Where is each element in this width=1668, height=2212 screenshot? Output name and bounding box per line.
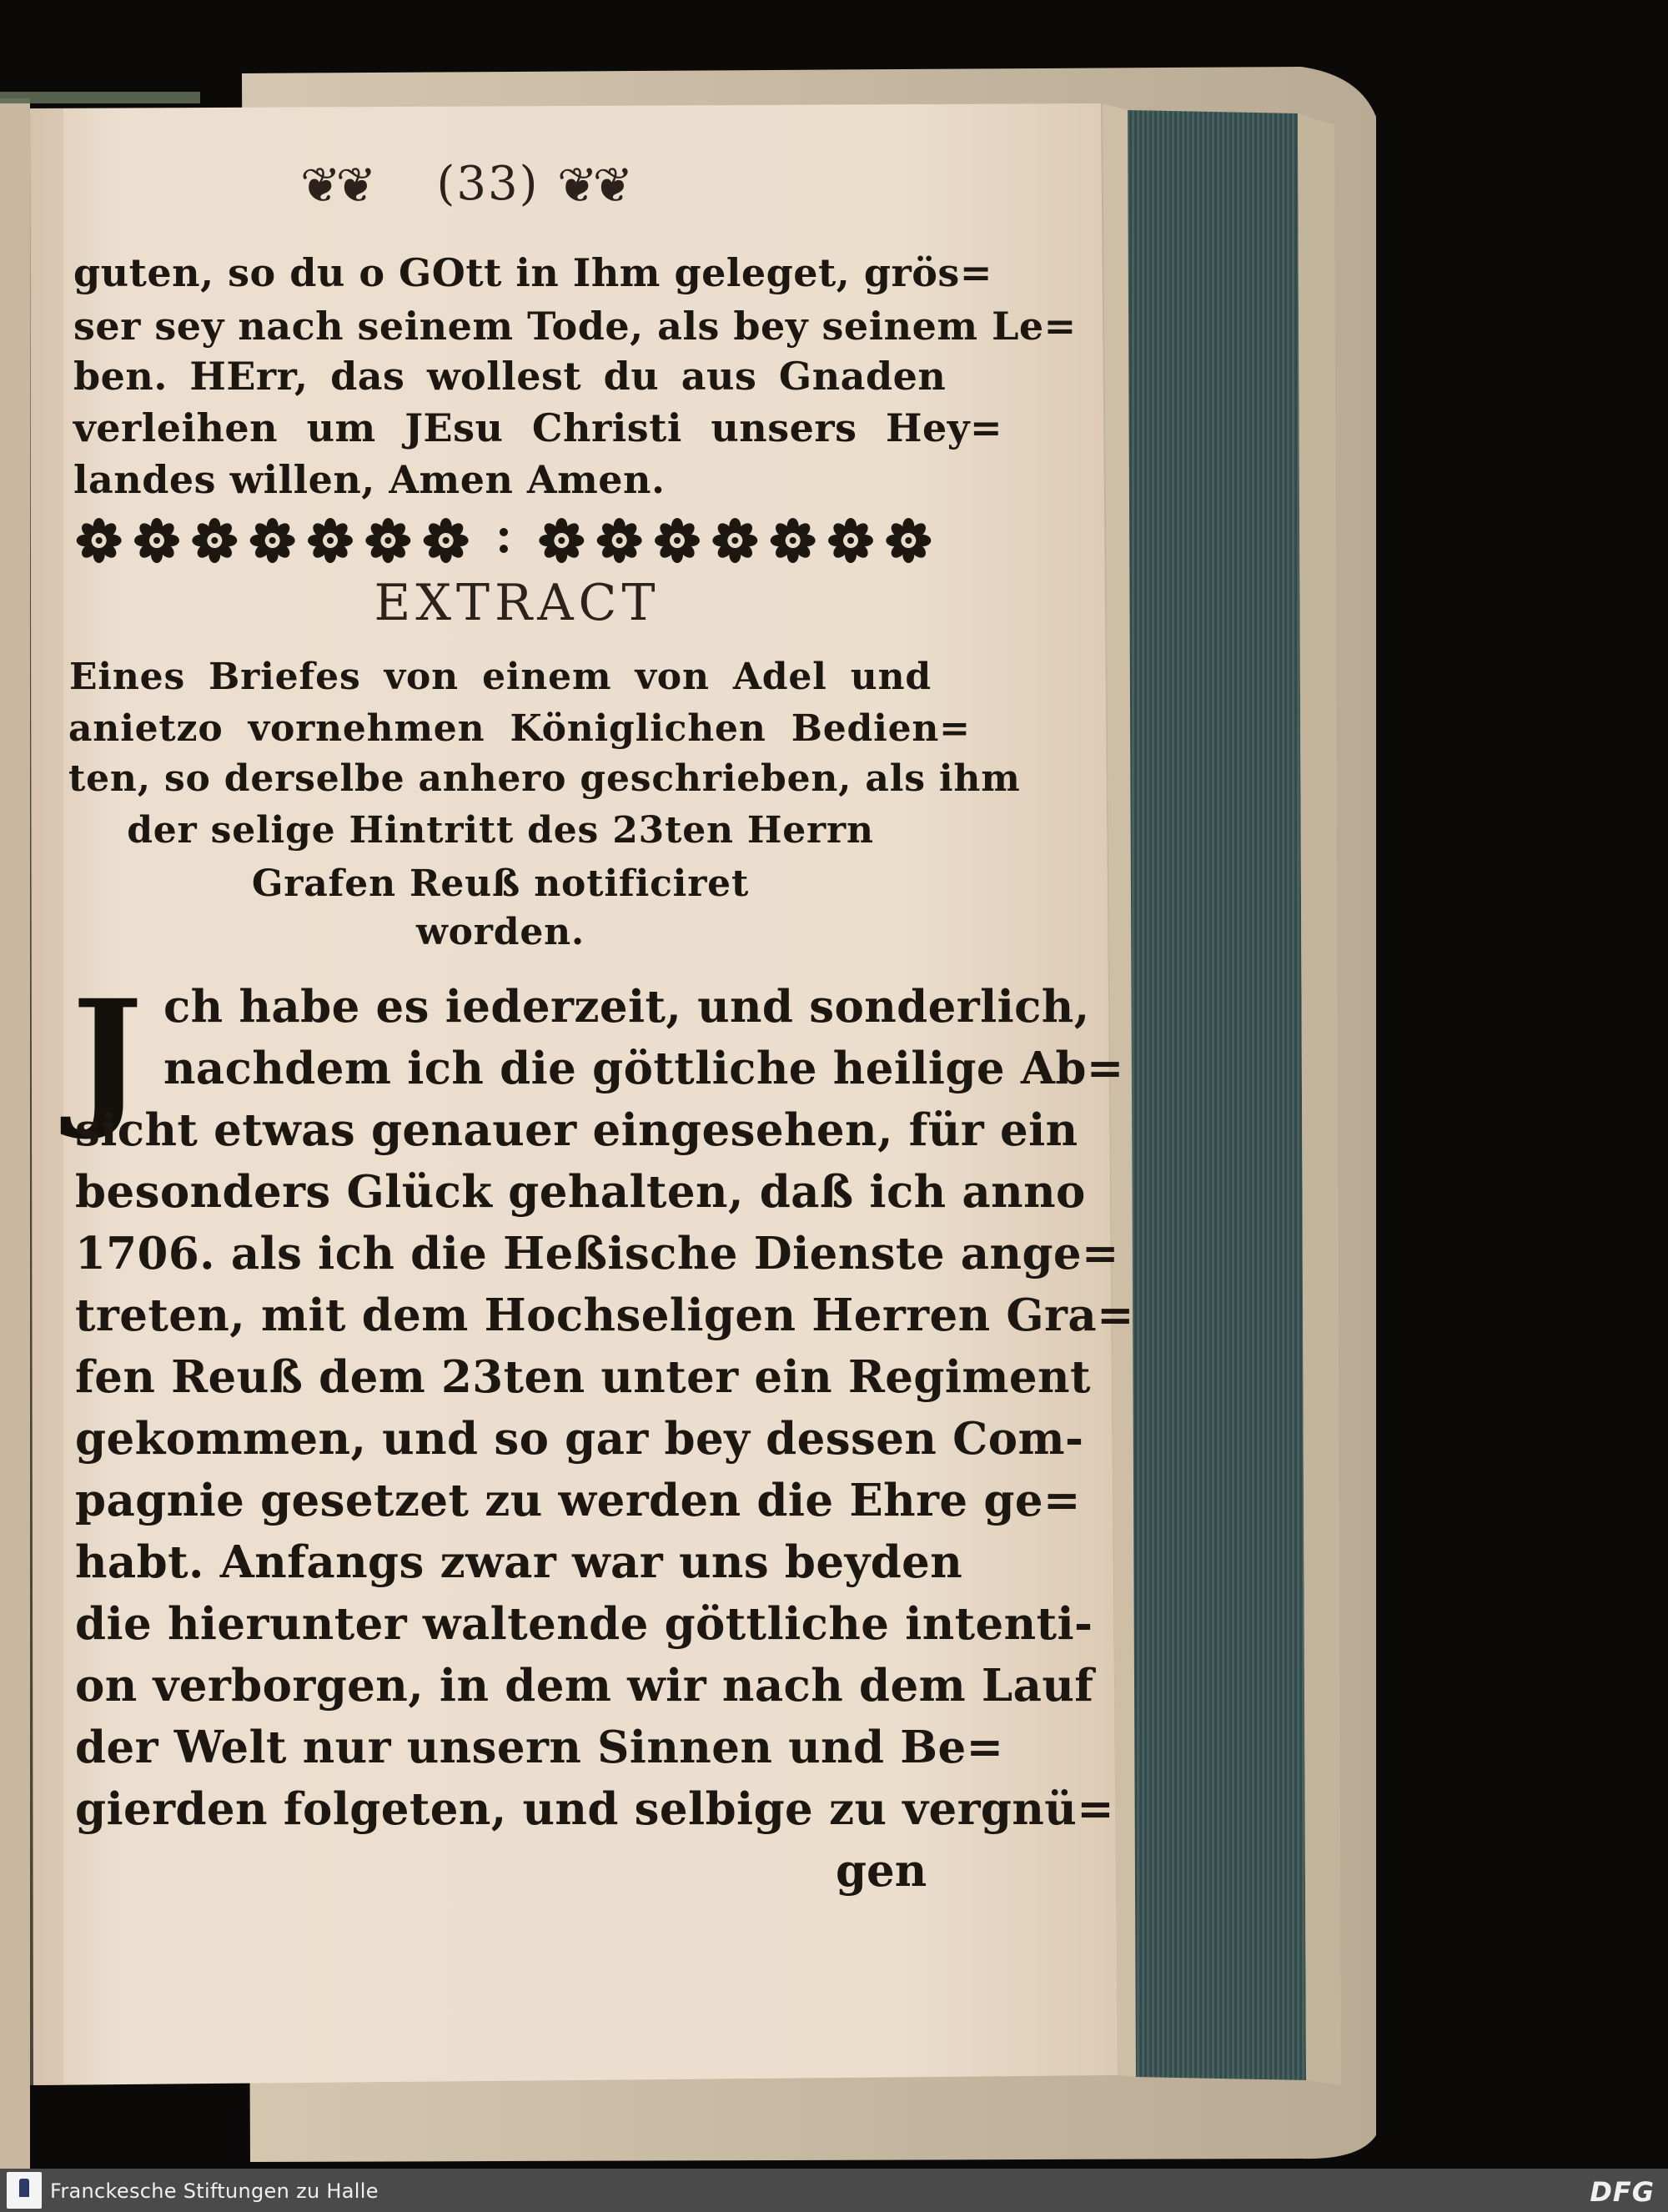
ornament-right: ❦❦ <box>557 157 629 214</box>
footer-bar <box>0 2169 1668 2212</box>
dfg-logo: DFG <box>1590 2176 1655 2208</box>
prayer-line: ben. HErr, das wollest du aus Gnaden <box>73 354 947 399</box>
rosette-icon <box>828 518 873 563</box>
prayer-line: ser sey nach seinem Tode, als bey seinem Le= <box>73 304 1077 349</box>
divider-colon-dot <box>500 545 508 553</box>
rosette-icon <box>77 518 122 563</box>
rosette-icon <box>308 518 353 563</box>
subheading-line: ten, so derselbe anhero geschrieben, als ihm <box>68 757 1021 800</box>
rosette-icon <box>250 518 295 563</box>
rosette-icon <box>365 518 410 563</box>
body-line: nachdem ich die göttliche heilige Ab= <box>163 1043 1124 1094</box>
body-line: pagnie gesetzet zu werden die Ehre ge= <box>75 1475 1081 1526</box>
body-line: fen Reuß dem 23ten unter ein Regiment <box>75 1351 1091 1403</box>
body-line: 1706. als ich die Heßische Dienste ange= <box>75 1228 1119 1279</box>
rosette-icon <box>539 518 584 563</box>
drop-cap: J <box>72 968 143 1144</box>
divider-colon-dot <box>500 528 508 536</box>
body-line: gekommen, und so gar bey dessen Com- <box>75 1413 1084 1465</box>
ornament-left: ❦❦ <box>300 157 372 214</box>
prayer-line: verleihen um JEsu Christi unsers Hey= <box>73 405 1003 450</box>
body-line: der Welt nur unsern Sinnen und Be= <box>75 1722 1004 1773</box>
gutter-shadow <box>30 108 63 2085</box>
subheading-line: Grafen Reuß notificiret <box>251 862 750 905</box>
binding-thread <box>0 92 200 103</box>
rosette-icon <box>886 518 931 563</box>
francke-foundations-logo-icon <box>7 2172 42 2209</box>
body-line: on verborgen, in dem wir nach dem Lauf <box>75 1660 1094 1712</box>
ornamental-divider <box>70 510 937 571</box>
extract-heading: EXTRACT <box>374 574 661 632</box>
rosette-icon <box>712 518 757 563</box>
page-number: (33) <box>436 157 540 211</box>
prayer-line: guten, so du o GOtt in Ihm geleget, grös= <box>73 250 992 295</box>
body-line: besonders Glück gehalten, daß ich anno <box>75 1166 1086 1218</box>
rosette-icon <box>424 518 469 563</box>
rosette-icon <box>134 518 179 563</box>
page-block-edge <box>1126 110 1306 2080</box>
footer-institution: Franckesche Stiftungen zu Halle <box>50 2179 379 2203</box>
body-line: treten, mit dem Hochseligen Herren Gra= <box>75 1289 1134 1341</box>
body-line: habt. Anfangs zwar war uns beyden <box>75 1536 963 1588</box>
rosette-icon <box>597 518 642 563</box>
subheading-line: der selige Hintritt des 23ten Herrn <box>127 809 874 852</box>
catchword: gen <box>836 1845 927 1897</box>
rosette-icon <box>771 518 816 563</box>
body-line: gierden folgeten, und selbige zu vergnü= <box>75 1783 1115 1835</box>
rosette-icon <box>192 518 237 563</box>
body-line: die hierunter waltende göttliche intenti- <box>75 1598 1093 1650</box>
body-line: sicht etwas genauer eingesehen, für ein <box>75 1104 1078 1156</box>
prayer-line: landes willen, Amen Amen. <box>73 457 666 502</box>
subheading-line: worden. <box>415 911 585 953</box>
subheading-line: Eines Briefes von einem von Adel und <box>69 656 932 698</box>
left-page-edge <box>0 98 30 2169</box>
rosette-icon <box>655 518 700 563</box>
subheading-line: anietzo vornehmen Königlichen Bedien= <box>68 707 971 750</box>
body-line: ch habe es iederzeit, und sonderlich, <box>163 981 1090 1033</box>
